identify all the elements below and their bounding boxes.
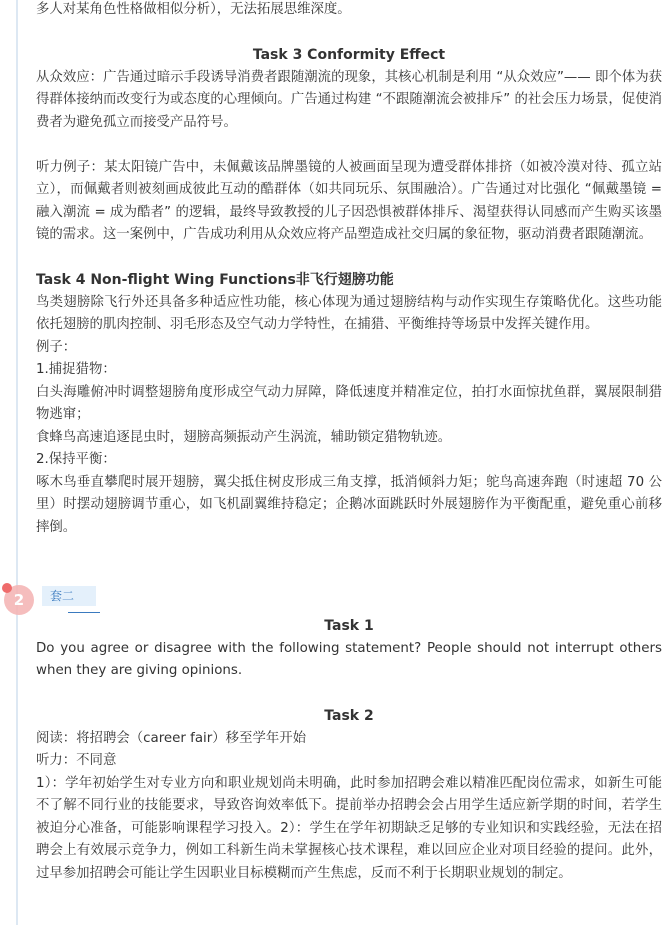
- section-label: 套二: [42, 586, 96, 606]
- task4-intro: 鸟类翅膀除飞行外还具备多种适应性功能，核心体现为通过翅膀结构与动作实现生存策略优化。这些功能依托翅膀的肌肉控制、羽毛形态及空气动力学特性，在捕猎、平衡维持等场景中发挥关键作用。: [36, 294, 662, 332]
- task4-item2-a: 啄木鸟垂直攀爬时展开翅膀，翼尖抵住树皮形成三角支撑，抵消倾斜力矩；鸵鸟高速奔跑（时速超 70 公里）时摆动翅膀调节重心，如飞机副翼维持稳定；企鹅冰面跳跃时外展翅膀作为平衡配重，避免重心前移摔倒。: [36, 474, 662, 535]
- task4-item2-head: 2.保持平衡：: [36, 452, 116, 467]
- top-line: 多人对某角色性格做相似分析），无法拓展思维深度。: [36, 2, 351, 17]
- article-body: [36, 0, 662, 885]
- s2task2-reading: 阅读：将招聘会（career fair）移至学年开始: [36, 730, 307, 746]
- s2task2-title: Task 2: [324, 708, 374, 724]
- s2task2-para: 1）：学年初始学生对专业方向和职业规划尚未明确，此时参加招聘会难以精准匹配岗位需求，如新生可能不了解不同行业的技能要求，导致咨询效率低下。提前举办招聘会会占用学生适应新学期的时间，若学生被迫分心准备，可能影响课程学习投入。2）：学生在学年初期缺乏足够的专业知识和实践经验，无法在招聘会上有效展示竞争力，例如工科新生尚未掌握核心技术课程，难以回应企业对项目经验的提问。此外，过早参加招聘会可能让学生因职业目标模糊而产生焦虑，反而不利于长期职业规划的制定。: [36, 775, 662, 881]
- s2task1-text: Do you agree or disagree with the following statement? People should not interrupt others when they are giving opinions.: [36, 640, 662, 678]
- task4-item1-head: 1.捕捉猎物：: [36, 362, 116, 377]
- task4-item1-b: 食蜂鸟高速追逐昆虫时，翅膀高频振动产生涡流，辅助锁定猎物轨迹。: [36, 429, 452, 445]
- task3-title: Task 3 Conformity Effect: [252, 47, 446, 63]
- task3-para2: 听力例子：某太阳镜广告中，未佩戴该品牌墨镜的人被画面呈现为遭受群体排挤（如被冷漠对待、孤立站立），而佩戴者则被刻画成彼此互动的酷群体（如共同玩乐、氛围融洽）。广告通过对比强化 “佩戴墨镜 = 融入潮流 = 成为酷者” 的逻辑，最终导致教授的儿子因恐惧被群体排斥、渴望获得认同感而产生购买该墨镜的需求。这一案例中，广告成功利用从众效应将产品塑造成社交归属的象征物，驱动消费者跟随潮流。: [36, 159, 662, 242]
- section-underline: [68, 612, 100, 613]
- s2task2-listening: 听力：不同意: [36, 753, 117, 768]
- section-number: 2: [13, 591, 25, 609]
- s2task1-title: Task 1: [324, 618, 374, 634]
- left-rail: [16, 0, 18, 925]
- task4-title: Task 4 Non-flight Wing Functions非飞行翅膀功能: [36, 272, 394, 288]
- task4-examples-label: 例子：: [36, 339, 77, 355]
- section-dot: [2, 583, 12, 593]
- task3-para1: 从众效应：广告通过暗示手段诱导消费者跟随潮流的现象，其核心机制是利用 “从众效应”—— 即个体为获得群体接纳而改变行为或态度的心理倾向。广告通过构建 “不跟随潮流会被排斥” 的社会压力场景，促使消费者为避免孤立而接受产品符号。: [36, 69, 662, 130]
- task4-item1-a: 白头海雕俯冲时调整翅膀角度形成空气动力屏障，降低速度并精准定位，拍打水面惊扰鱼群，翼展限制猎物逃窜；: [36, 384, 662, 422]
